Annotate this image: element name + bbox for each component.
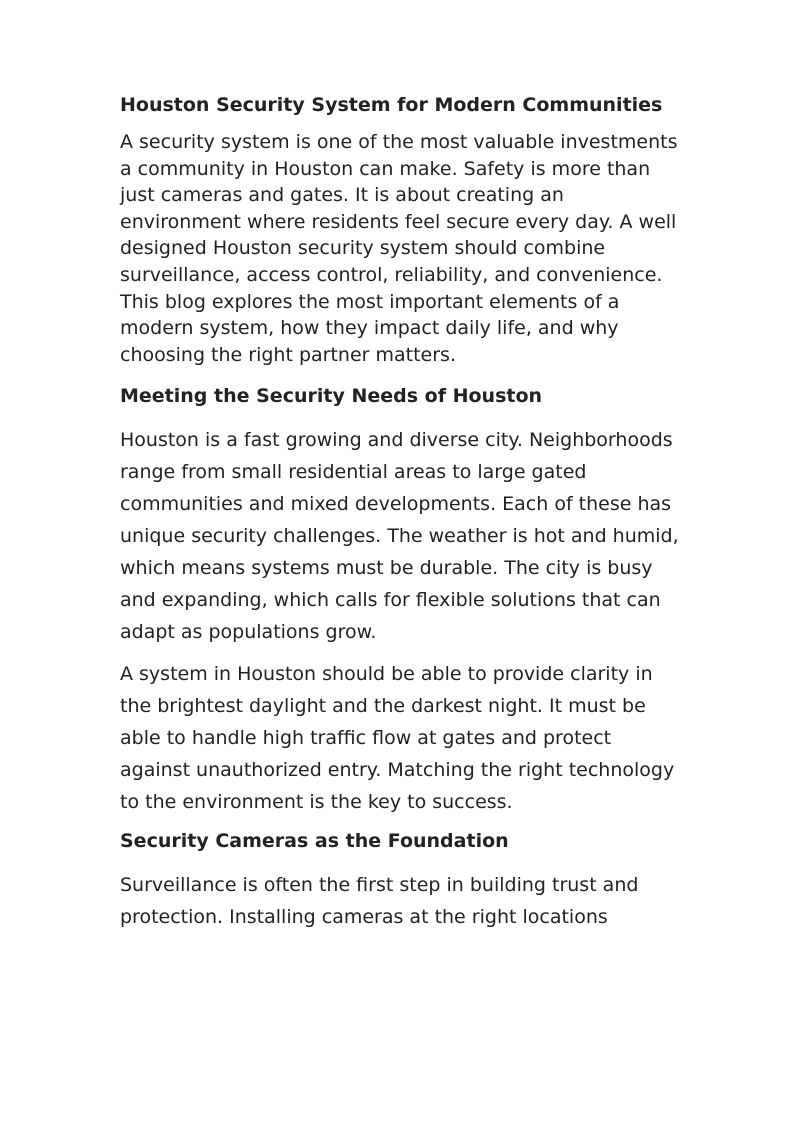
section-heading-security-cameras: Security Cameras as the Foundation xyxy=(120,830,509,853)
body-paragraph: Surveillance is often the ﬁrst step in building trust and protection. Installing cameras at the right locations xyxy=(120,874,639,929)
page-title: Houston Security System for Modern Communities xyxy=(120,94,663,116)
body-paragraph: A system in Houston should be able to provide clarity in the brightest daylight and the darkest night. It must be able to handle high trafﬁc ﬂow at gates and protect against unauthorized entry. Matching the right technology to the environment is the key to success. xyxy=(120,663,675,814)
body-paragraph: Houston is a fast growing and diverse city. Neighborhoods range from small residential areas to large gated communities and mixed developments. Each of these has unique security challenges. The weather is hot and humid, which means systems must be durable. The city is busy and expanding, which calls for ﬂexible solutions that can adapt as populations grow. xyxy=(120,429,679,644)
section-heading-houston-needs: Meeting the Security Needs of Houston xyxy=(120,385,543,408)
document-page xyxy=(120,92,680,943)
intro-paragraph: A security system is one of the most valuable investments a community in Houston can make. Safety is more than just cameras and gates. It is about creating an environment where residents feel secure every day. A well designed Houston security system should combine surveillance, access control, reliability, and convenience. This blog explores the most important elements of a modern system, how they impact daily life, and why choosing the right partner matters. xyxy=(120,131,678,366)
